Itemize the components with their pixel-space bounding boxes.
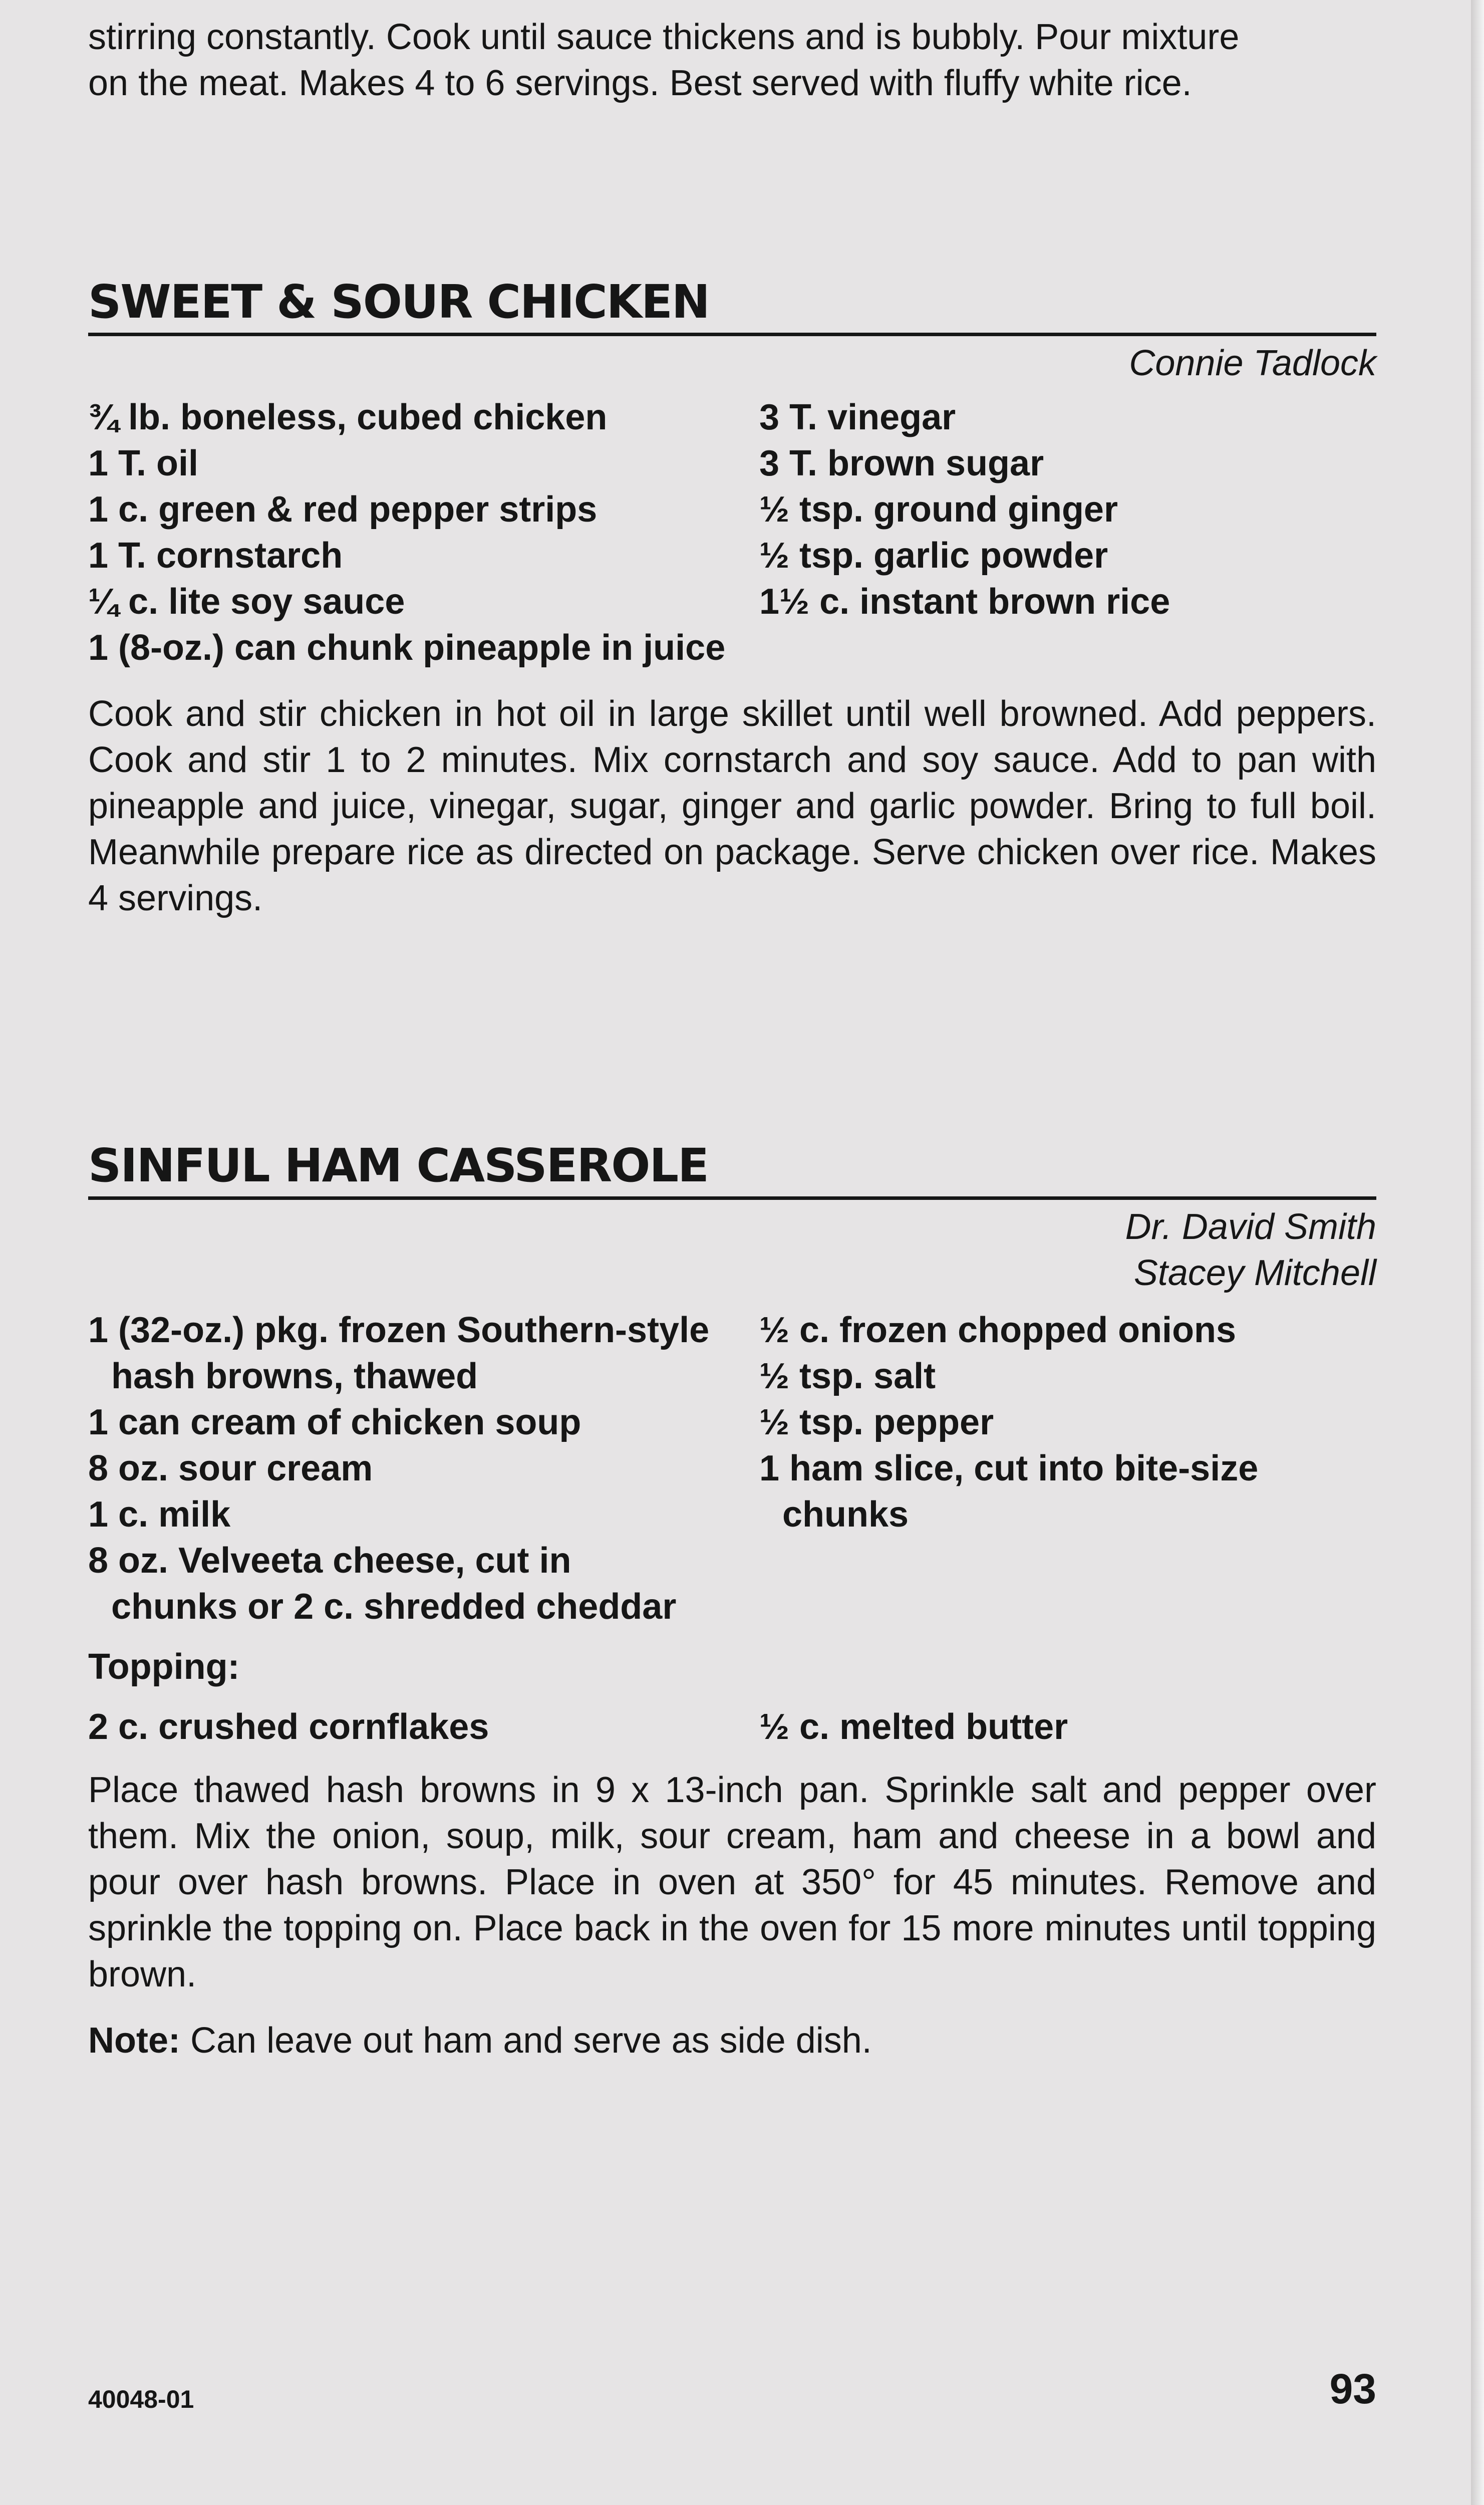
ingredient-item: 8 oz. Velveeta cheese, cut in chunks or 2 c. shredded cheddar: [88, 1541, 677, 1627]
topping-item: 2 c. crushed cornflakes: [88, 1707, 489, 1747]
recipe-author: Dr. David Smith: [1125, 1207, 1376, 1247]
ingredient-item: 8 oz. sour cream: [88, 1448, 373, 1488]
ingredient-item: 1 can cream of chicken soup: [88, 1402, 581, 1442]
ingredient-item: 1 ham slice, cut into bite-size chunks: [759, 1448, 1259, 1535]
recipe-note: [88, 2018, 1376, 2064]
topping-label: Topping:: [88, 1647, 240, 1687]
intro-line-2: on the meat. Makes 4 to 6 servings. Best served with fluffy white rice.: [88, 63, 1192, 103]
topping-item: ½ c. melted butter: [759, 1707, 1068, 1747]
ingredient-item: ¼ c. lite soy sauce: [88, 582, 405, 622]
recipe-author: Connie Tadlock: [1129, 343, 1376, 383]
ingredient-column-right: [759, 1307, 1376, 1630]
ingredient-item: 3 T. brown sugar: [759, 443, 1044, 483]
ingredient-item: ½ tsp. ground ginger: [759, 489, 1118, 530]
ingredient-column-left: [88, 394, 759, 671]
recipe-title: SINFUL HAM CASSEROLE: [88, 1138, 1376, 1200]
ingredient-item: 1½ c. instant brown rice: [759, 582, 1170, 622]
ingredient-item: ½ tsp. salt: [759, 1356, 936, 1396]
note-text: Can leave out ham and serve as side dish.: [190, 2021, 872, 2061]
recipe-directions: Place thawed hash browns in 9 x 13-inch pan. Sprinkle salt and pepper over them. Mix the onion, soup, milk, sour cream, ham and cheese in a bowl and pour over hash browns. Place in oven at 350° for 45 minutes. Remove and sprinkle the topping on. Place back in the oven for 15 more minutes until topping brown.: [88, 1770, 1376, 1994]
ingredient-item: 1 c. green & red pepper strips: [88, 489, 598, 530]
recipe-title: SWEET & SOUR CHICKEN: [88, 275, 1376, 336]
recipe-sweet-sour-chicken: [88, 275, 1376, 921]
ingredient-item: 1 (8-oz.) can chunk pineapple in juice: [88, 628, 726, 668]
ingredient-item: ½ tsp. garlic powder: [759, 536, 1108, 576]
ingredient-item: ¾ lb. boneless, cubed chicken: [88, 397, 608, 437]
ingredient-list: [88, 394, 1376, 671]
ingredient-item: 1 (32-oz.) pkg. frozen Southern-style hash browns, thawed: [88, 1310, 710, 1396]
ingredient-list: [88, 1307, 1376, 1630]
ingredient-column-left: [88, 1307, 759, 1630]
ingredient-item: ½ tsp. pepper: [759, 1402, 994, 1442]
previous-recipe-ending: [88, 14, 1376, 106]
ingredient-item: 1 T. oil: [88, 443, 199, 483]
intro-line-1: stirring constantly. Cook until sauce thickens and is bubbly. Pour mixture: [88, 17, 1240, 57]
ingredient-column-right: [759, 394, 1376, 671]
note-label: Note:: [88, 2021, 180, 2061]
ingredient-item: 1 T. cornstarch: [88, 536, 343, 576]
page-number: 93: [1329, 2365, 1376, 2412]
recipe-sinful-ham-casserole: [88, 1138, 1376, 2064]
ingredient-item: ½ c. frozen chopped onions: [759, 1310, 1237, 1350]
topping-list: [88, 1704, 1376, 1750]
recipe-author: Stacey Mitchell: [1133, 1253, 1376, 1293]
ingredient-item: 1 c. milk: [88, 1494, 231, 1535]
footer-code: 40048-01: [88, 2385, 194, 2413]
page-spine-edge: [1471, 0, 1484, 2505]
ingredient-item: 3 T. vinegar: [759, 397, 956, 437]
recipe-directions: Cook and stir chicken in hot oil in large skillet until well browned. Add peppers. Cook and stir 1 to 2 minutes. Mix cornstarch and soy sauce. Add to pan with pineapple and juice, vinegar, sugar, ginger and garlic powder. Bring to full boil. Meanwhile prepare rice as directed on package. Serve chicken over rice. Makes 4 servings.: [88, 694, 1376, 918]
